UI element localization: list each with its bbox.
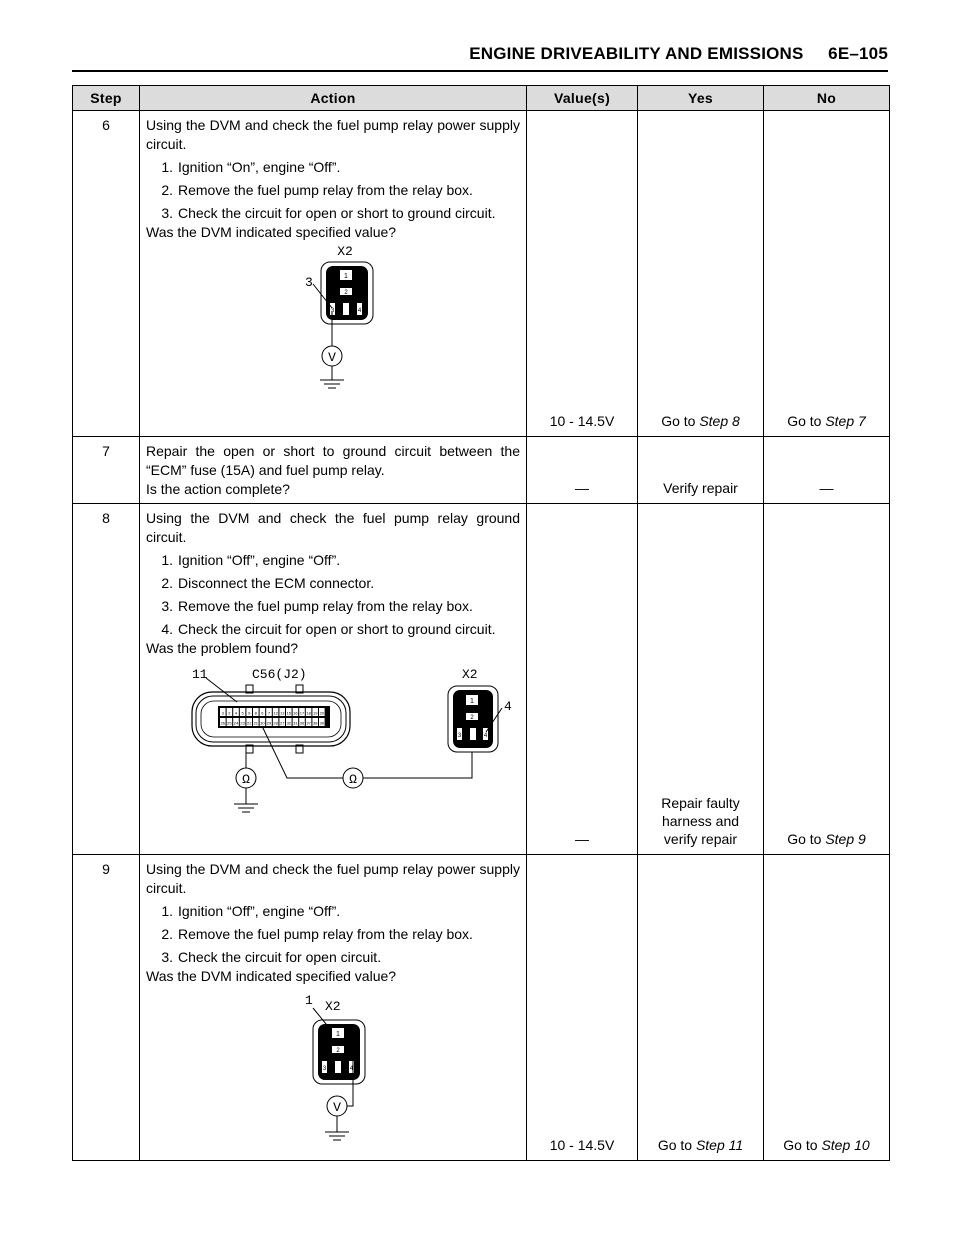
ecm-pin-label: 27 bbox=[279, 720, 285, 726]
ecm-pin-label: 7 bbox=[267, 710, 271, 716]
ecm-pin-label: 4 bbox=[234, 710, 238, 716]
ecm-pin-label: 29 bbox=[266, 720, 272, 726]
step-number: 6 bbox=[73, 111, 140, 437]
ecm-pin-label: 20 bbox=[319, 710, 325, 716]
pin-1-label: 1 bbox=[344, 273, 348, 280]
voltage-test-diagram bbox=[273, 986, 393, 1146]
ecm-pin-label: 30 bbox=[260, 720, 265, 726]
action-question: Was the DVM indicated specified value? bbox=[146, 968, 397, 984]
value-cell: — bbox=[527, 504, 638, 855]
column-header-yes: Yes bbox=[638, 86, 764, 111]
no-cell: Go to Step 9 bbox=[764, 504, 890, 855]
step-action bbox=[140, 437, 527, 504]
ecm-pin-label: 22 bbox=[246, 720, 252, 726]
step-number: 8 bbox=[73, 504, 140, 855]
ecm-pin-label: 6 bbox=[261, 710, 264, 716]
ground-icon bbox=[234, 804, 258, 812]
pin-3-label: 3 bbox=[457, 733, 462, 739]
ecm-pin-label: 38 bbox=[312, 720, 318, 726]
header-rule bbox=[72, 70, 888, 72]
ecm-pin-label: 9 bbox=[248, 710, 251, 716]
ecm-pin-label: 25 bbox=[227, 720, 232, 726]
list-item: 3. Check the circuit for open circuit. bbox=[161, 949, 382, 965]
pin-4-label: 4 bbox=[483, 733, 488, 739]
value-cell: 10 - 14.5V bbox=[527, 855, 638, 1161]
step-reference: Step 10 bbox=[821, 1137, 870, 1153]
table-row-step-7 bbox=[73, 437, 890, 504]
list-item: 1. Ignition “Off”, engine “Off”. bbox=[161, 903, 341, 919]
yes-cell: Verify repair bbox=[638, 437, 764, 504]
ecm-pin-label: 39 bbox=[319, 720, 325, 726]
yes-cell: Go to Step 11 bbox=[638, 855, 764, 1161]
pin-mid-slot bbox=[343, 303, 349, 315]
action-text: Using the DVM and check the fuel pump relay ground circuit. bbox=[146, 510, 520, 545]
column-header-values: Value(s) bbox=[527, 86, 638, 111]
resistance-test-diagram bbox=[182, 658, 522, 818]
list-item: 3. Remove the fuel pump relay from the relay box. bbox=[161, 598, 473, 614]
ecm-pin-label: 32 bbox=[286, 720, 292, 726]
list-item: 2. Disconnect the ECM connector. bbox=[161, 575, 375, 591]
step-reference: Step 8 bbox=[699, 413, 740, 429]
no-cell: Go to Step 10 bbox=[764, 855, 890, 1161]
relay-probe-wire bbox=[363, 752, 472, 778]
voltmeter-symbol: V bbox=[333, 1100, 341, 1115]
action-text: Using the DVM and check the fuel pump relay power supply circuit. bbox=[146, 117, 520, 152]
ecm-pin-label: 16 bbox=[293, 710, 298, 716]
pin-2-label: 2 bbox=[470, 715, 474, 721]
ecm-pin-callout: 11 bbox=[192, 667, 208, 682]
pin-3-label: 3 bbox=[330, 308, 335, 314]
action-text: Using the DVM and check the fuel pump relay power supply circuit. bbox=[146, 861, 520, 896]
ground-icon bbox=[325, 1132, 349, 1140]
action-text: Repair the open or short to ground circuit between the “ECM” fuse (15A) and fuel pump relay. bbox=[146, 443, 520, 478]
list-item: 4. Check the circuit for open or short to ground circuit. bbox=[161, 621, 496, 637]
pin-1-label: 1 bbox=[470, 698, 474, 705]
substep-list bbox=[146, 551, 520, 639]
pin-callout: 1 bbox=[305, 993, 313, 1008]
yes-cell: Repair faulty harness and verify repair bbox=[638, 504, 764, 855]
list-item: 1. Ignition “Off”, engine “Off”. bbox=[161, 552, 341, 568]
ecm-pin-label: 31 bbox=[293, 720, 298, 726]
page-title: ENGINE DRIVEABILITY AND EMISSIONS 6E–105 bbox=[469, 44, 888, 63]
ecm-pin-label: 36 bbox=[299, 720, 305, 726]
substep-list bbox=[146, 902, 520, 967]
connector-label-x2: X2 bbox=[325, 999, 341, 1014]
no-cell: — bbox=[764, 437, 890, 504]
voltage-test-diagram bbox=[273, 242, 393, 392]
action-question: Was the problem found? bbox=[146, 640, 299, 656]
pin-4-label: 4 bbox=[349, 1066, 354, 1072]
ecm-pin-label: 5 bbox=[241, 710, 244, 716]
step-number: 7 bbox=[73, 437, 140, 504]
column-header-step: Step bbox=[73, 86, 140, 111]
pin-2-label: 2 bbox=[336, 1048, 340, 1054]
step-action bbox=[140, 504, 527, 855]
ecm-pin-label: 15 bbox=[286, 710, 292, 716]
yes-cell: Go to Step 8 bbox=[638, 111, 764, 437]
step-action bbox=[140, 111, 527, 437]
ecm-pin-label: 21 bbox=[253, 720, 259, 726]
step-reference: Step 11 bbox=[695, 1137, 744, 1153]
step-number: 9 bbox=[73, 855, 140, 1161]
ecm-pin-label: 19 bbox=[312, 710, 318, 716]
ecm-pin-label: 37 bbox=[306, 720, 311, 726]
ecm-pin-label: 24 bbox=[233, 720, 239, 726]
column-header-action: Action bbox=[140, 86, 527, 111]
ecm-connector-label: C56(J2) bbox=[252, 667, 307, 682]
no-cell: Go to Step 7 bbox=[764, 111, 890, 437]
pin-1-label: 1 bbox=[336, 1031, 340, 1038]
pin-4-label: 4 bbox=[357, 308, 362, 314]
action-question: Was the DVM indicated specified value? bbox=[146, 224, 397, 240]
ground-icon bbox=[320, 380, 344, 388]
connector-label-x2: X2 bbox=[462, 667, 478, 682]
substep-list bbox=[146, 158, 520, 223]
table-row-step-6 bbox=[73, 111, 890, 437]
ohmmeter-symbol: Ω bbox=[349, 772, 357, 787]
ecm-pin-label: 2 bbox=[228, 710, 231, 716]
step-action bbox=[140, 855, 527, 1161]
ecm-pin-label: 26 bbox=[220, 720, 226, 726]
ecm-pin-label: 17 bbox=[299, 710, 305, 716]
connector-label-x2: X2 bbox=[337, 244, 353, 259]
ecm-pin-label: 12 bbox=[273, 710, 278, 716]
pin-callout: 4 bbox=[504, 699, 512, 714]
list-item: 2. Remove the fuel pump relay from the relay box. bbox=[161, 926, 473, 942]
ecm-pin-label: 8 bbox=[254, 710, 257, 716]
ecm-pin-label: 28 bbox=[273, 720, 278, 726]
value-cell: 10 - 14.5V bbox=[527, 111, 638, 437]
ecm-pin-label: 18 bbox=[306, 710, 311, 716]
step-reference: Step 7 bbox=[825, 413, 866, 429]
pin-callout: 3 bbox=[305, 275, 313, 290]
step-reference: Step 9 bbox=[825, 831, 866, 847]
page-header bbox=[72, 44, 888, 70]
ecm-pin-label: 13 bbox=[279, 710, 285, 716]
voltmeter-symbol: V bbox=[328, 350, 336, 365]
ecm-callout-leader bbox=[206, 678, 237, 702]
ecm-pin-label: 3 bbox=[221, 710, 224, 716]
table-row-step-8 bbox=[73, 504, 890, 855]
action-question: Is the action complete? bbox=[146, 481, 290, 497]
list-item: 3. Check the circuit for open or short to ground circuit. bbox=[161, 205, 496, 221]
list-item: 2. Remove the fuel pump relay from the relay box. bbox=[161, 182, 473, 198]
list-item: 1. Ignition “On”, engine “Off”. bbox=[161, 159, 341, 175]
table-row-step-9 bbox=[73, 855, 890, 1161]
ecm-pin-label: 23 bbox=[240, 720, 245, 726]
procedure-table bbox=[72, 85, 890, 1161]
value-cell: — bbox=[527, 437, 638, 504]
pin-2-label: 2 bbox=[344, 290, 348, 296]
pin-mid-slot bbox=[335, 1061, 341, 1073]
ohmmeter-symbol: Ω bbox=[242, 772, 250, 787]
pin-3-label: 3 bbox=[322, 1066, 327, 1072]
table-header-row bbox=[73, 86, 890, 111]
column-header-no: No bbox=[764, 86, 890, 111]
